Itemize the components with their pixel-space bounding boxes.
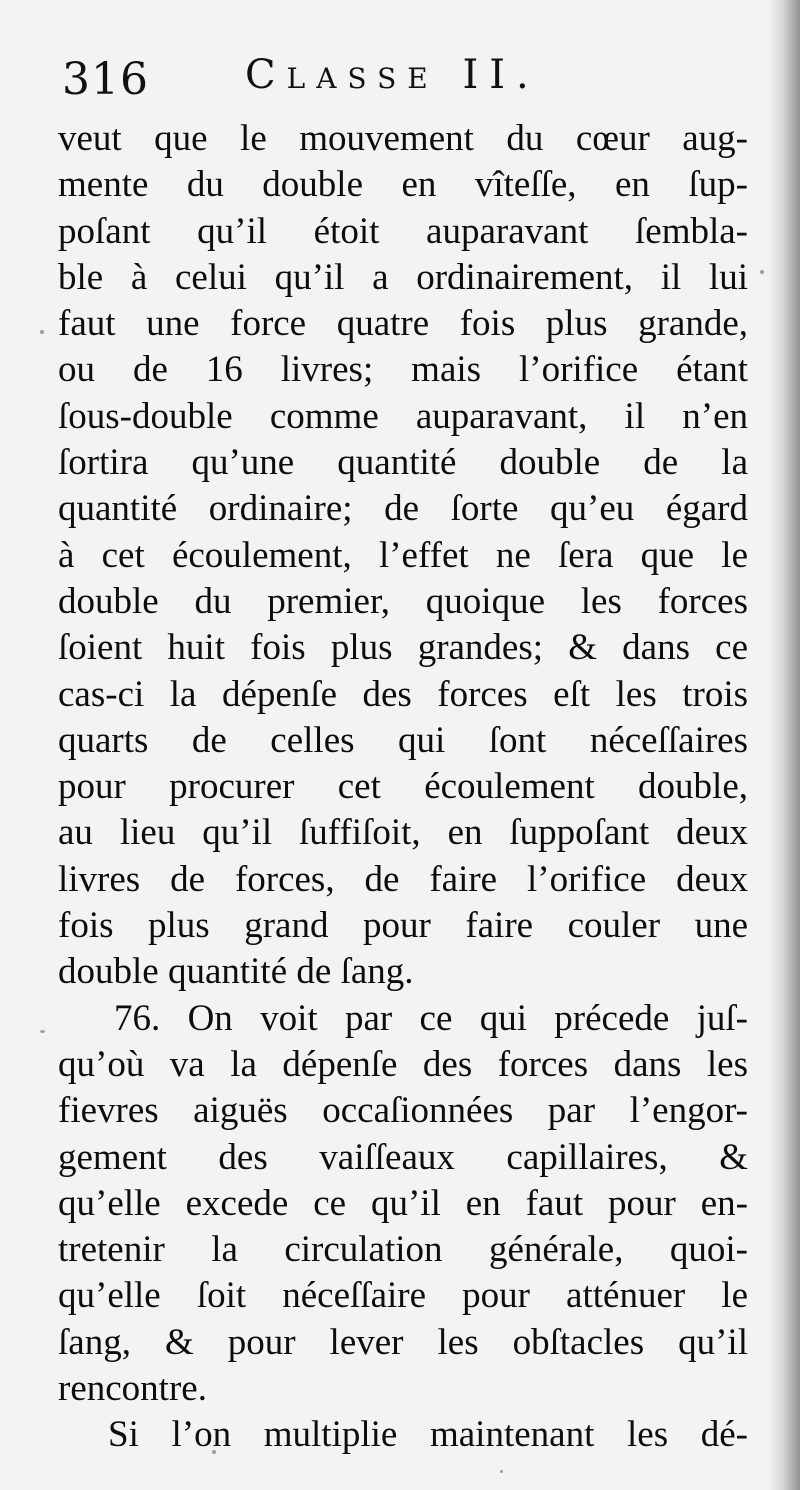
scan-speck <box>212 1450 216 1454</box>
text-line: quantité ordinaire; de ſorte qu’eu égard <box>58 488 748 530</box>
text-line: double quantité de ſang. <box>58 951 414 993</box>
scan-speck <box>760 270 764 274</box>
text-line: double du premier, quoique les forces <box>58 580 748 622</box>
scan-speck <box>500 1470 503 1473</box>
text-line: tretenir la circulation générale, quoi- <box>58 1229 748 1271</box>
text-line: ſang, & pour lever les obſtacles qu’il <box>58 1321 748 1363</box>
text-line: fois plus grand pour faire couler une <box>58 905 748 947</box>
page-header <box>62 46 702 116</box>
text-line: livres de forces, de faire l’orifice deux <box>58 858 748 900</box>
running-head: Classe II. <box>245 52 540 98</box>
text-line: quarts de celles qui ſont néceſſaires <box>58 719 748 761</box>
text-line: ble à celui qu’il a ordinairement, il lui <box>58 256 748 298</box>
scan-speck <box>40 330 44 334</box>
scan-speck <box>40 1030 45 1033</box>
text-line: ſous-double comme auparavant, il n’en <box>58 395 748 437</box>
page-gutter-shadow <box>768 0 800 1490</box>
text-line: qu’elle ſoit néceſſaire pour atténuer le <box>58 1275 748 1317</box>
text-line: au lieu qu’il ſuffiſoit, en ſuppoſant deux <box>58 812 748 854</box>
text-line: Si l’on multiplie maintenant les dé- <box>108 1414 748 1456</box>
paragraph <box>58 116 748 996</box>
text-line: fievres aiguës occaſionnées par l’engor- <box>58 1090 748 1132</box>
text-line: poſant qu’il étoit auparavant ſembla- <box>58 210 748 252</box>
page-number: 316 <box>62 54 149 105</box>
text-line: ou de 16 livres; mais l’orifice étant <box>58 349 748 391</box>
text-line: cas-ci la dépenſe des forces eſt les trois <box>58 673 748 715</box>
text-line: rencontre. <box>58 1368 207 1410</box>
text-line: pour procurer cet écoulement double, <box>58 766 748 808</box>
paragraph <box>58 1412 748 1458</box>
text-line: gement des vaiſſeaux capillaires, & <box>58 1136 748 1178</box>
text-line: mente du double en vîteſſe, en ſup- <box>58 164 748 206</box>
body-text <box>58 116 748 1459</box>
text-line: ſoient huit fois plus grandes; & dans ce <box>58 627 748 669</box>
text-line: à cet écoulement, l’effet ne ſera que le <box>58 534 748 576</box>
text-line: qu’elle excede ce qu’il en faut pour en- <box>58 1182 748 1224</box>
text-line: ſortira qu’une quantité double de la <box>58 442 748 484</box>
text-line: 76. On voit par ce qui précede juſ- <box>114 997 748 1039</box>
text-line: qu’où va la dépenſe des forces dans les <box>58 1043 748 1085</box>
text-line: veut que le mouvement du cœur aug- <box>58 118 748 159</box>
paragraph <box>58 996 748 1413</box>
text-line: faut une force quatre fois plus grande, <box>58 303 748 345</box>
